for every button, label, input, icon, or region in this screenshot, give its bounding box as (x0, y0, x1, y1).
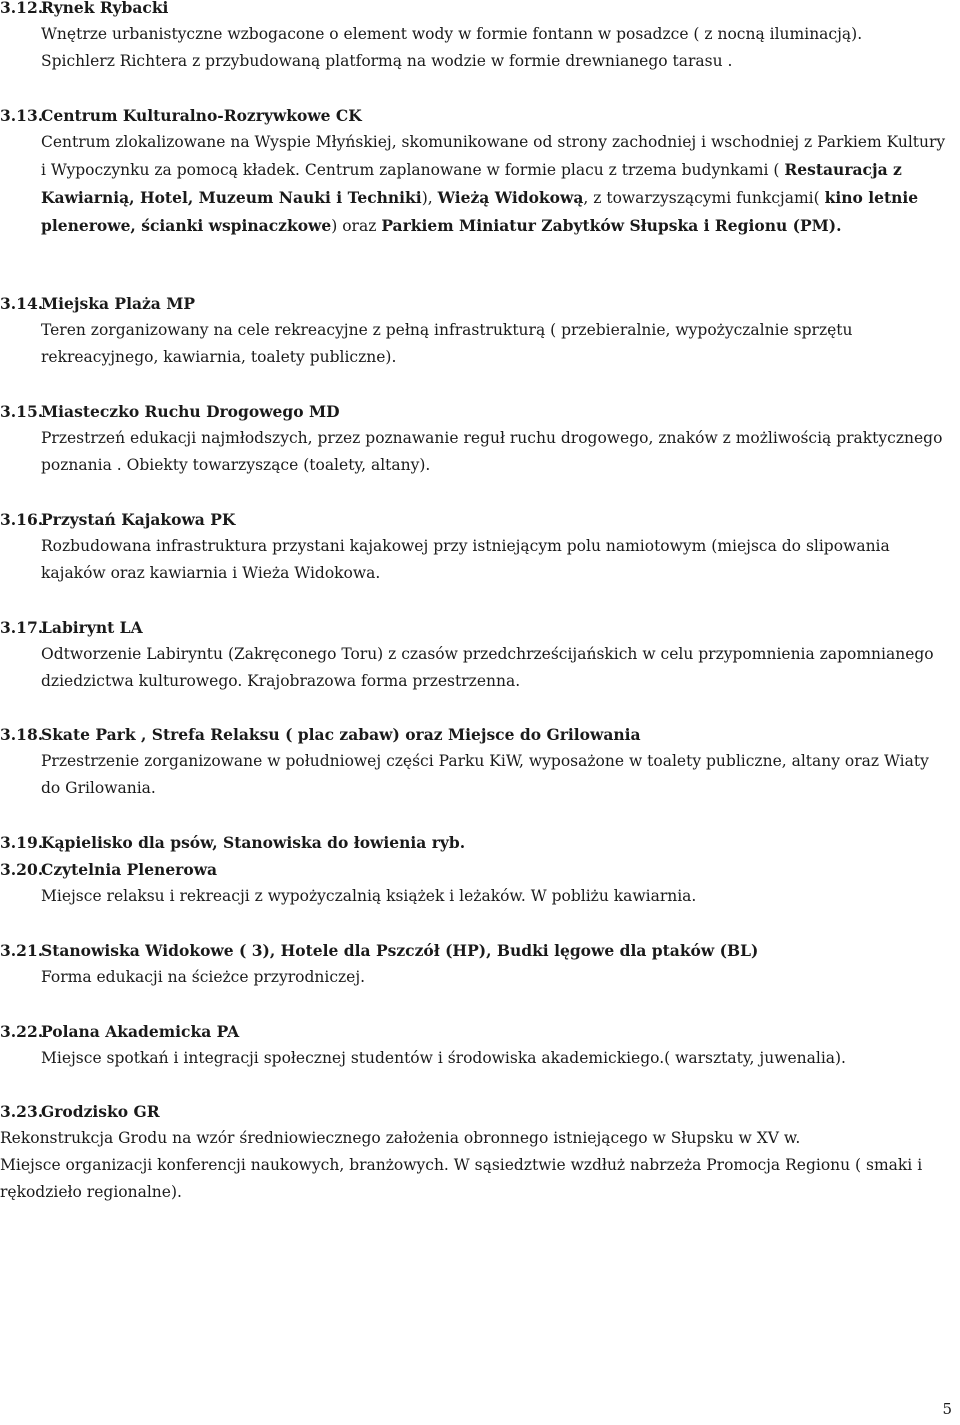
section-3-21 (0, 937, 950, 991)
section-heading (0, 721, 950, 748)
section-3-18 (0, 721, 950, 802)
section-bold-text: Wieżą Widokową (437, 188, 584, 207)
section-heading (0, 1018, 950, 1045)
section-3-15 (0, 398, 950, 479)
section-text: ) oraz (331, 217, 382, 235)
section-number: 3.19. (0, 833, 44, 852)
section-number: 3.23. (0, 1102, 44, 1121)
section-number: 3.18. (0, 725, 44, 744)
section-title: Grodzisko GR (41, 1102, 160, 1121)
section-number: 3.15. (0, 402, 44, 421)
section-heading (0, 398, 950, 425)
section-title: Stanowiska Widokowe ( 3), Hotele dla Pszczół (HP), Budki lęgowe dla ptaków (BL) (41, 941, 759, 960)
section-3-13 (0, 102, 950, 240)
section-title: Rynek Rybacki (41, 0, 169, 17)
section-3-12 (0, 0, 950, 75)
section-text: Centrum zlokalizowane na Wyspie Młyńskiej, skomunikowane od strony zachodniej i wschodniej z Parkiem Kultury i Wypoczynku za pomocą kładek. (41, 133, 946, 179)
section-paragraph: Miejsce spotkań i integracji społecznej studentów i środowiska akademickiego.( warsztaty, juwenalia). (41, 1049, 846, 1067)
section-heading (0, 1098, 950, 1125)
section-title: Przystań Kajakowa PK (41, 510, 236, 529)
section-heading (0, 0, 950, 21)
section-3-19 (0, 829, 950, 856)
section-title: Skate Park , Strefa Relaksu ( plac zabaw) oraz Miejsce do Grilowania (41, 725, 641, 744)
section-bold-text: Restauracja z Kawiarnią, Hotel, Muzeum Nauki i Techniki (41, 160, 902, 207)
section-bold-text: kino letnie plenerowe, ścianki wspinaczkowe (41, 188, 919, 235)
section-line: Wnętrze urbanistyczne wzbogacone o element wody w formie fontann w posadzce ( z nocną iluminacją). (41, 25, 863, 43)
section-text: ), (421, 189, 438, 207)
section-number: 3.12. (0, 0, 44, 17)
section-heading (0, 102, 950, 129)
section-number: 3.16. (0, 510, 44, 529)
section-heading (0, 506, 950, 533)
section-paragraph: Rekonstrukcja Grodu na wzór średniowiecznego założenia obronnego istniejącego w Słupsku w XV w. (0, 1129, 801, 1147)
section-line: Spichlerz Richtera z przybudowaną platformą na wodzie w formie drewnianego tarasu . (41, 52, 733, 70)
section-number: 3.14. (0, 294, 44, 313)
section-paragraph (0, 129, 950, 240)
section-title: Kąpielisko dla psów, Stanowiska do łowienia ryb. (41, 833, 466, 852)
section-3-20 (0, 856, 950, 910)
section-paragraph: Miejsce organizacji konferencji naukowych, branżowych. W sąsiedztwie wzdłuż nabrzeża Promocja Regionu ( smaki i rękodzieło regionalne). (0, 1156, 923, 1201)
section-heading (0, 829, 950, 856)
section-number: 3.17. (0, 618, 44, 637)
section-number: 3.13. (0, 106, 44, 125)
section-paragraph: Przestrzeń edukacji najmłodszych, przez poznawanie reguł ruchu drogowego, znaków z możliwością praktycznego poznania . Obiekty towarzyszące (toalety, altany). (41, 429, 943, 474)
section-3-23 (0, 1098, 950, 1206)
section-title: Miasteczko Ruchu Drogowego MD (41, 402, 340, 421)
section-title: Centrum Kulturalno-Rozrywkowe CK (41, 106, 362, 125)
section-paragraph: Miejsce relaksu i rekreacji z wypożyczalnią książek i leżaków. W pobliżu kawiarnia. (41, 887, 697, 905)
section-text: Centrum zaplanowane w formie placu z trzema budynkami ( (299, 161, 785, 179)
section-paragraph: Odtworzenie Labiryntu (Zakręconego Toru) z czasów przedchrześcijańskich w celu przypomnienia zapomnianego dziedzictwa kulturowego. Krajobrazowa forma przestrzenna. (41, 645, 934, 690)
section-3-14 (0, 290, 950, 371)
section-text: , z towarzyszącymi funkcjami( (583, 189, 825, 207)
section-title: Czytelnia Plenerowa (41, 860, 218, 879)
section-3-22 (0, 1018, 950, 1072)
section-paragraph: Forma edukacji na ścieżce przyrodniczej. (41, 968, 366, 986)
section-heading (0, 614, 950, 641)
section-heading (0, 856, 950, 883)
section-heading (0, 290, 950, 317)
section-3-16 (0, 506, 950, 587)
section-bold-text: Parkiem Miniatur Zabytków Słupska i Regionu (PM). (381, 216, 842, 235)
section-heading (0, 937, 950, 964)
section-paragraph: Teren zorganizowany na cele rekreacyjne z pełną infrastrukturą ( przebieralnie, wypożyczalnie sprzętu rekreacyjnego, kawiarnia, toalety publiczne). (41, 321, 853, 366)
section-title: Miejska Plaża MP (41, 294, 196, 313)
page-number: 5 (942, 1400, 952, 1418)
section-number: 3.21. (0, 941, 44, 960)
section-title: Labirynt LA (41, 618, 143, 637)
section-paragraph: Rozbudowana infrastruktura przystani kajakowej przy istniejącym polu namiotowym (miejsca do slipowania kajaków oraz kawiarnia i Wieża Widokowa. (41, 537, 890, 582)
section-number: 3.22. (0, 1022, 44, 1041)
section-title: Polana Akademicka PA (41, 1022, 240, 1041)
section-3-17 (0, 614, 950, 695)
section-number: 3.20. (0, 860, 44, 879)
section-paragraph: Przestrzenie zorganizowane w południowej części Parku KiW, wyposażone w toalety publiczne, altany oraz Wiaty do Grilowania. (41, 752, 929, 797)
